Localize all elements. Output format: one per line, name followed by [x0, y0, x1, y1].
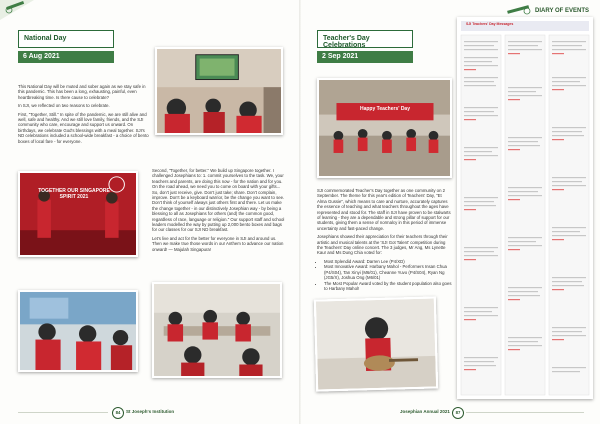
award-list-item: • Most Innovative Award: Harbany Mahol - Performers Insan Chua (P4/S04), Tan Xinyi (M6/01), Cheanne Yuvo (P4/S04), Ryan Ng (JG5/X), Joshua Ong (M6/01)	[324, 264, 452, 280]
national-day-title: National Day	[18, 30, 114, 48]
award-list-item: • The Most Popular Award voted by the student population also goes to Harbany Mahol!	[324, 281, 452, 292]
pencil-header-icon	[505, 3, 533, 17]
teachers-day-date: 2 Sep 2021	[317, 51, 413, 63]
teachers-day-photo	[317, 78, 452, 178]
national-day-paragraph-1: This National Day will be muted and sober again as we stay safe in this pandemic. This has been a long, exhausting, painful, even heartbreaking time. Is there cause to celebrate?	[18, 84, 146, 100]
national-day-date: 6 Aug 2021	[18, 51, 114, 63]
award-list-item: • Most Splendid Award: Darren Lee (P4/XD)	[324, 259, 452, 264]
national-day-paragraph-2: In SJI, we reflected on two reasons to celebrate.	[18, 103, 110, 109]
teachers-messages-newsletter	[457, 17, 593, 399]
teachers-day-banner-text: Happy Teachers' Day	[359, 106, 410, 112]
right-footer-text: Josephian Annual 2021	[400, 409, 450, 414]
guitar-student-photo	[314, 296, 438, 391]
left-footer-rule	[18, 412, 108, 413]
national-day-body-text	[152, 168, 286, 255]
classroom-photo	[155, 47, 283, 135]
teachers-day-paragraph-2: Josephians showed their appreciation for their teachers through their artistic and musical talents at the 'SJI Got Talent' competition during the Teachers' Day online concert. The 3 judges, Mr Ang, Ms Lynette Kaur and Ms Dung Chia voted for:	[317, 234, 448, 256]
teachers-day-paragraph-1: SJI commemorated Teacher's Day together as one community on 2 September. The theme for this year's edition of Teachers' Day, "Et Alma Gussie", which means to care and nurture, accurately captures the essence of teaching and what teachers throughout the ages have represented and stood for. The staff in SJI have proven to be stalwarts of learning - they are a dependable and strong pillar of support for our students, giving them a sense of normalcy in this period of immense uncertainty and fast-paced change.	[317, 188, 451, 231]
award-list	[317, 259, 452, 291]
national-day-paragraph-4: Second, "Together, for better." We build up Singapore together. I challenged Josephians to: 1. commit yourselves to the task. We, your teachers and parents, are doing this now - for the nation and for you. On the road ahead, we need you to come on board with your gifts... So, don't just receive, give. Don't just take; share. Don't complain, improve. Don't be a keyboard warrior, be the change you want to see. Don't think of yourself always just others first and there. Let us make the change together - in our distinctively Josephian way - by being a blessing to all as Josephians for others (and) the common good, regardless of race, language or religion." Our support staff and school leaders modelled the way by putting up 2,000 bento boxes and bags for our classes for our SJI ND breakfast.	[152, 168, 285, 233]
right-footer-rule	[466, 412, 584, 413]
stage-photo	[18, 171, 138, 257]
pencil-corner-icon	[0, 0, 34, 20]
teachers-day-title: Teacher's Day Celebrations	[317, 30, 413, 48]
left-page-number: 84	[112, 407, 124, 419]
newsletter-heading: SJI Teachers' Day Messages	[466, 22, 514, 26]
diary-of-events-header: DIARY OF EVENTS	[535, 8, 590, 14]
teachers-day-text	[317, 188, 452, 291]
breakfast-photo	[152, 282, 282, 378]
national-day-paragraph-3: First, "Together, Still." In spite of the pandemic, we are still alive and well, safe and healthy. And we still love family, friends, and the SJI community who care, encourage and support us onward. On birthdays, we celebrate God's blessings with a meal together. SJI's ND celebrations included a school-wide breakfast - a choice of bento boxes of local fare - for everyone.	[18, 111, 149, 144]
stage-photo-caption: TOGETHER OUR SINGAPORE SPIRIT 2021	[38, 188, 110, 200]
students-photo	[18, 290, 138, 372]
national-day-paragraph-5: Let's live and act for the better for everyone in SJI and around us. Then we make true those words in our Anthem to advance our nation onward! — Majulah Singapura!	[152, 235, 284, 252]
right-page-number: 87	[452, 407, 464, 419]
left-footer-text: St Joseph's Institution	[126, 409, 175, 414]
national-day-intro-text	[18, 84, 150, 147]
